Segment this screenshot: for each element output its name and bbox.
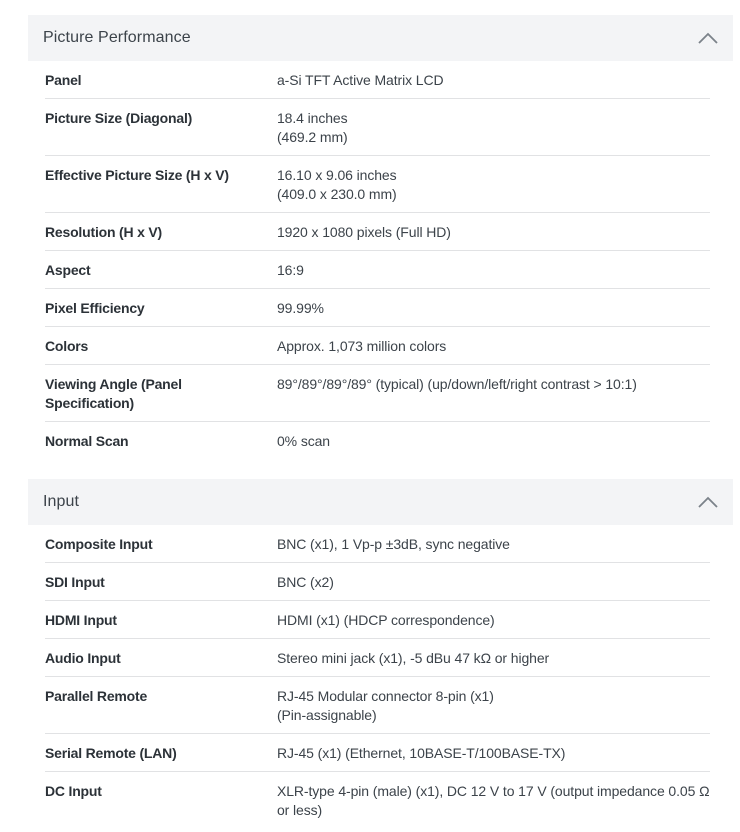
spec-section bbox=[0, 479, 740, 828]
spec-row bbox=[45, 99, 710, 156]
spec-row bbox=[45, 772, 710, 828]
spec-row bbox=[45, 639, 710, 677]
spec-row bbox=[45, 601, 710, 639]
spec-label: Panel bbox=[45, 72, 82, 88]
spec-value-line: a-Si TFT Active Matrix LCD bbox=[277, 72, 444, 88]
spec-value bbox=[277, 649, 710, 668]
spec-row bbox=[45, 677, 710, 734]
spec-row bbox=[45, 213, 710, 251]
spec-value bbox=[277, 223, 710, 242]
spec-label: Audio Input bbox=[45, 650, 121, 666]
spec-value-line: 89°/89°/89°/89° (typical) (up/down/left/right contrast > 10:1) bbox=[277, 376, 637, 392]
spec-value bbox=[277, 375, 710, 394]
spec-value-line: HDMI (x1) (HDCP correspondence) bbox=[277, 612, 495, 628]
spec-label: SDI Input bbox=[45, 574, 105, 590]
chevron-up-icon[interactable] bbox=[697, 494, 719, 510]
spec-value bbox=[277, 166, 710, 204]
chevron-up-icon[interactable] bbox=[697, 30, 719, 46]
spec-section bbox=[0, 15, 740, 459]
spec-label: Viewing Angle (Panel Specification) bbox=[45, 376, 182, 411]
spec-label: Effective Picture Size (H x V) bbox=[45, 167, 229, 183]
spec-value-line: BNC (x1), 1 Vp-p ±3dB, sync negative bbox=[277, 536, 510, 552]
spec-value-line: Approx. 1,073 million colors bbox=[277, 338, 447, 354]
spec-label: Parallel Remote bbox=[45, 688, 148, 704]
section-title: Picture Performance bbox=[43, 29, 191, 46]
spec-label: DC Input bbox=[45, 783, 102, 799]
spec-value bbox=[277, 535, 710, 554]
spec-label: Composite Input bbox=[45, 536, 153, 552]
spec-value bbox=[277, 611, 710, 630]
spec-value bbox=[277, 109, 710, 147]
spec-label: Serial Remote (LAN) bbox=[45, 745, 177, 761]
spec-row bbox=[45, 734, 710, 772]
spec-value-line: RJ-45 Modular connector 8-pin (x1) bbox=[277, 688, 494, 704]
spec-row bbox=[45, 251, 710, 289]
spec-row bbox=[45, 365, 710, 422]
spec-value-line: (Pin-assignable) bbox=[277, 707, 377, 723]
spec-row bbox=[45, 525, 710, 563]
spec-row bbox=[45, 156, 710, 213]
section-rows bbox=[45, 525, 710, 828]
spec-row bbox=[45, 327, 710, 365]
spec-row bbox=[45, 563, 710, 601]
spec-value bbox=[277, 432, 710, 451]
spec-value-line: 16:9 bbox=[277, 262, 304, 278]
spec-value-line: 99.99% bbox=[277, 300, 324, 316]
spec-label: Normal Scan bbox=[45, 433, 129, 449]
spec-value bbox=[277, 337, 710, 356]
spec-label: Resolution (H x V) bbox=[45, 224, 162, 240]
spec-row bbox=[45, 289, 710, 327]
spec-label: Aspect bbox=[45, 262, 91, 278]
spec-value-line: BNC (x2) bbox=[277, 574, 334, 590]
spec-value-line: 18.4 inches bbox=[277, 110, 348, 126]
spec-value-line: RJ-45 (x1) (Ethernet, 10BASE-T/100BASE-TX) bbox=[277, 745, 566, 761]
spec-value bbox=[277, 687, 710, 725]
spec-value-line: (409.0 x 230.0 mm) bbox=[277, 186, 397, 202]
spec-label: Pixel Efficiency bbox=[45, 300, 145, 316]
spec-value bbox=[277, 261, 710, 280]
section-header[interactable] bbox=[28, 479, 733, 525]
spec-sections bbox=[0, 15, 740, 828]
spec-label: HDMI Input bbox=[45, 612, 117, 628]
spec-row bbox=[45, 422, 710, 459]
section-title: Input bbox=[43, 493, 80, 510]
spec-label: Colors bbox=[45, 338, 89, 354]
spec-value-line: Stereo mini jack (x1), -5 dBu 47 kΩ or higher bbox=[277, 650, 550, 666]
spec-value bbox=[277, 573, 710, 592]
spec-value bbox=[277, 782, 710, 820]
spec-value-line: 1920 x 1080 pixels (Full HD) bbox=[277, 224, 451, 240]
spec-value-line: XLR-type 4-pin (male) (x1), DC 12 V to 17 V (output impedance 0.05 Ω or less) bbox=[277, 783, 710, 818]
spec-value bbox=[277, 71, 710, 90]
spec-value bbox=[277, 299, 710, 318]
section-header[interactable] bbox=[28, 15, 733, 61]
spec-value-line: 0% scan bbox=[277, 433, 330, 449]
spec-value-line: (469.2 mm) bbox=[277, 129, 348, 145]
spec-label: Picture Size (Diagonal) bbox=[45, 110, 193, 126]
spec-value-line: 16.10 x 9.06 inches bbox=[277, 167, 397, 183]
section-rows bbox=[45, 61, 710, 459]
spec-value bbox=[277, 744, 710, 763]
spec-row bbox=[45, 61, 710, 99]
